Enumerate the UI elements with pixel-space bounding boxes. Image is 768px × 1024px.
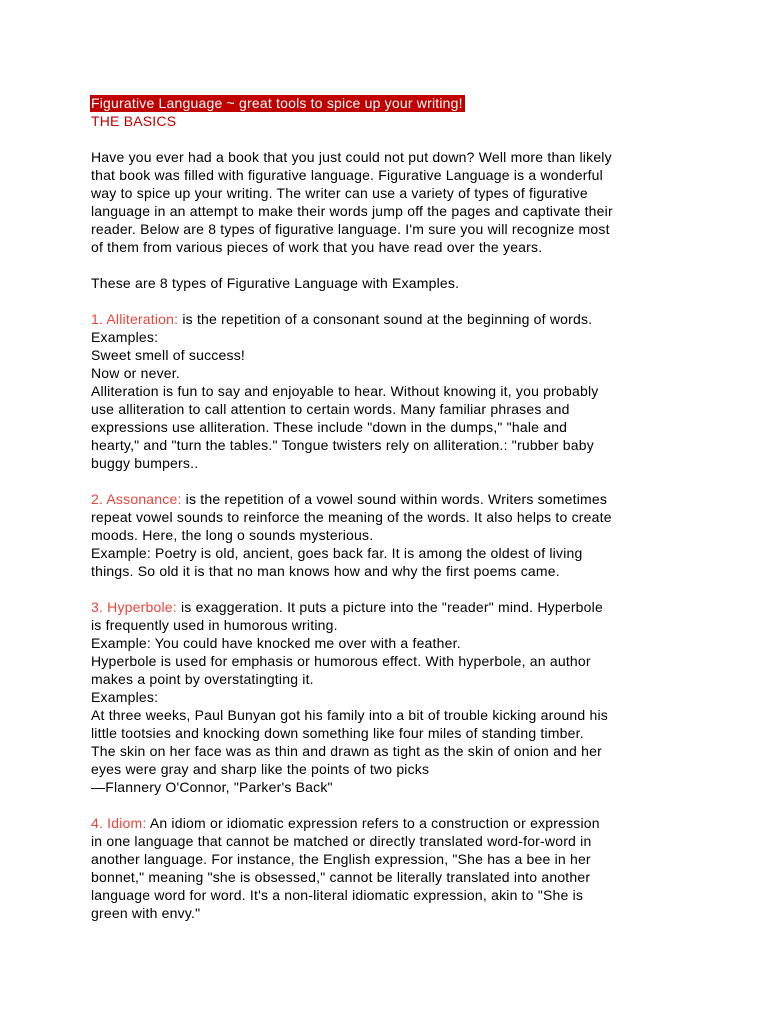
section-line [91,490,691,508]
section-line: another language. For instance, the English expression, "She has a bee in her [91,851,591,867]
definition-text: is the repetition of a vowel sound within words. Writers sometimes [181,491,608,507]
section-line: things. So old it is that no man knows how and why the first poems came. [91,563,560,579]
section-line: repeat vowel sounds to reinforce the meaning of the words. It also helps to create [91,509,612,525]
quote-attribution: —Flannery O'Connor, "Parker's Back" [91,779,333,795]
section-line [91,598,691,616]
section-line: is frequently used in humorous writing. [91,617,338,633]
section-line: At three weeks, Paul Bunyan got his family into a bit of trouble kicking around his [91,707,608,723]
section-hyperbole [91,598,691,796]
section-line [91,814,691,832]
section-line: eyes were gray and sharp like the points of two picks [91,761,430,777]
intro-line: language in an attempt to make their words jump off the pages and captivate their [91,203,613,219]
section-line: Example: Poetry is old, ancient, goes back far. It is among the oldest of living [91,545,583,561]
section-idiom [91,814,691,922]
section-line: expressions use alliteration. These include "down in the dumps," "hale and [91,419,568,435]
section-line: use alliteration to call attention to certain words. Many familiar phrases and [91,401,570,417]
document-body [91,94,691,922]
section-line: hearty," and "turn the tables." Tongue twisters rely on alliteration.: "rubber baby [91,437,594,453]
section-line: Example: You could have knocked me over with a feather. [91,635,461,651]
section-line: buggy bumpers.. [91,455,199,471]
section-assonance [91,490,691,580]
section-line: Sweet smell of success! [91,347,245,363]
intro-line: way to spice up your writing. The writer can use a variety of types of figurative [91,185,588,201]
section-line: green with envy." [91,905,201,921]
section-alliteration [91,310,691,472]
intro-line: reader. Below are 8 types of figurative language. I'm sure you will recognize most [91,221,610,237]
term-alliteration: 1. Alliteration: [91,311,179,327]
section-line: Hyperbole is used for emphasis or humorous effect. With hyperbole, an author [91,653,591,669]
section-line: Examples: [91,689,159,705]
intro-summary: These are 8 types of Figurative Language with Examples. [91,275,460,291]
section-line: The skin on her face was as thin and drawn as tight as the skin of onion and her [91,743,602,759]
intro-line: Have you ever had a book that you just could not put down? Well more than likely [91,149,612,165]
section-line: bonnet," meaning "she is obsessed," cannot be literally translated into another [91,869,591,885]
section-line: little tootsies and knocking down something like four miles of standing timber. [91,725,584,741]
intro-paragraph [91,148,691,256]
term-idiom: 4. Idiom: [91,815,147,831]
intro-line: of them from various pieces of work that you have read over the years. [91,239,543,255]
section-line: language word for word. It's a non-literal idiomatic expression, akin to "She is [91,887,584,903]
term-assonance: 2. Assonance: [91,491,182,507]
section-line [91,310,691,328]
section-line: moods. Here, the long o sounds mysterious. [91,527,374,543]
section-line: makes a point by overstatingting it. [91,671,314,687]
definition-text: An idiom or idiomatic expression refers to a construction or expression [146,815,600,831]
term-hyperbole: 3. Hyperbole: [91,599,177,615]
intro-line: that book was filled with figurative language. Figurative Language is a wonderful [91,167,603,183]
section-line: in one language that cannot be matched or directly translated word-for-word in [91,833,592,849]
section-line: Alliteration is fun to say and enjoyable to hear. Without knowing it, you probably [91,383,599,399]
section-line: Now or never. [91,365,180,381]
definition-text: is exaggeration. It puts a picture into the "reader" mind. Hyperbole [176,599,603,615]
document-title: Figurative Language ~ great tools to spice up your writing! [91,95,463,111]
definition-text: is the repetition of a consonant sound at the beginning of words. [178,311,593,327]
section-line: Examples: [91,329,159,345]
section-heading-basics: THE BASICS [91,113,177,129]
